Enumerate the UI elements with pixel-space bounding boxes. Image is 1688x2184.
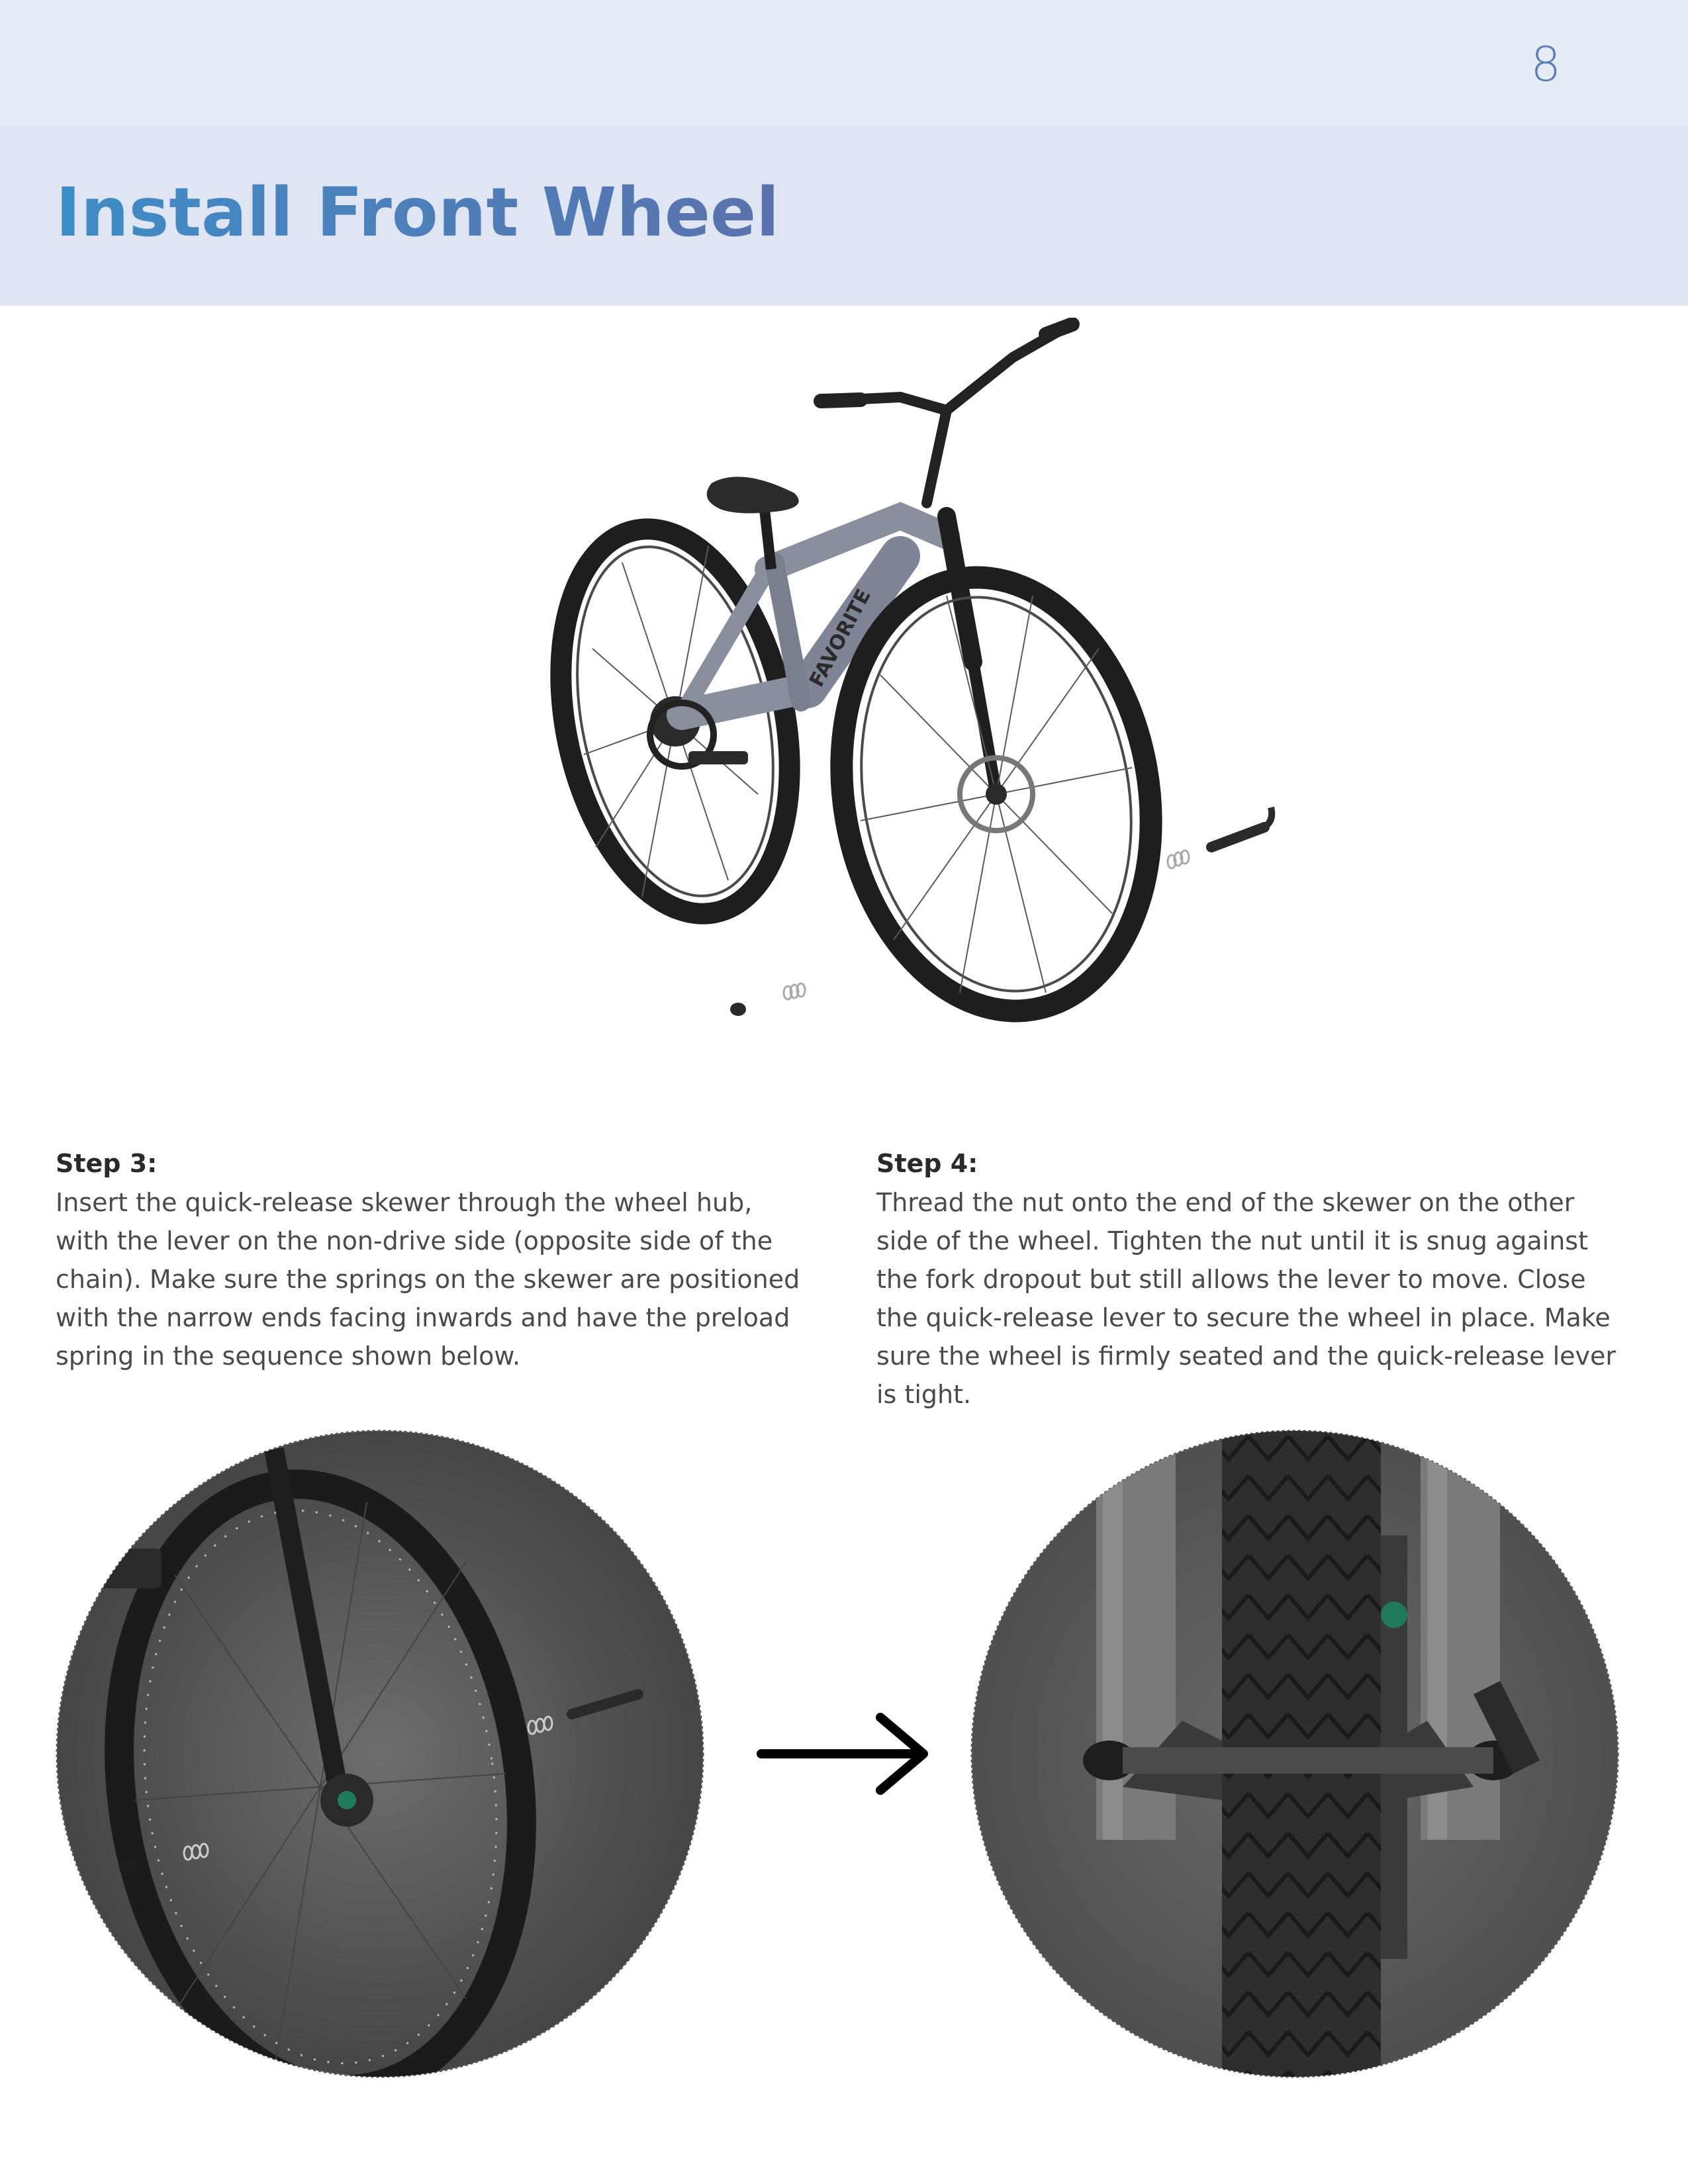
header-band [0, 0, 1688, 126]
step-4 [876, 1149, 1624, 1414]
step-3-heading: Step 3: [56, 1149, 158, 1178]
quick-release-skewer [730, 807, 1272, 1016]
page-number: 8 [1530, 36, 1561, 92]
handlebar [821, 324, 1072, 503]
step-4-body: Thread the nut onto the end of the skewer on the other side of the wheel. Tighten the nut until it is snug against the fork dropout but still allows the lever to move. Close the quick-release lever to secure the wheel in place. Make sure the wheel is firmly seated and the quick-release lever is tight. [876, 1188, 1616, 1409]
page-title: Install Front Wheel [56, 173, 780, 252]
front-fork [947, 516, 996, 794]
arrow-right-icon [755, 1707, 940, 1800]
step-4-heading: Step 4: [876, 1149, 978, 1178]
step-3-body: Insert the quick-release skewer through the wheel hub, with the lever on the non-drive side (opposite side of the chain). Make sure the springs on the skewer are positioned with the narrow ends facing inwards and have the preload spring in the sequence shown below. [56, 1188, 800, 1371]
bike-illustration [397, 318, 1311, 1152]
brand-logo: FAVORITE [805, 585, 876, 691]
step-3 [56, 1149, 804, 1375]
detail-circle-skewer-insert [56, 1430, 704, 2078]
detail-circle-skewer-tightened [970, 1430, 1619, 2078]
